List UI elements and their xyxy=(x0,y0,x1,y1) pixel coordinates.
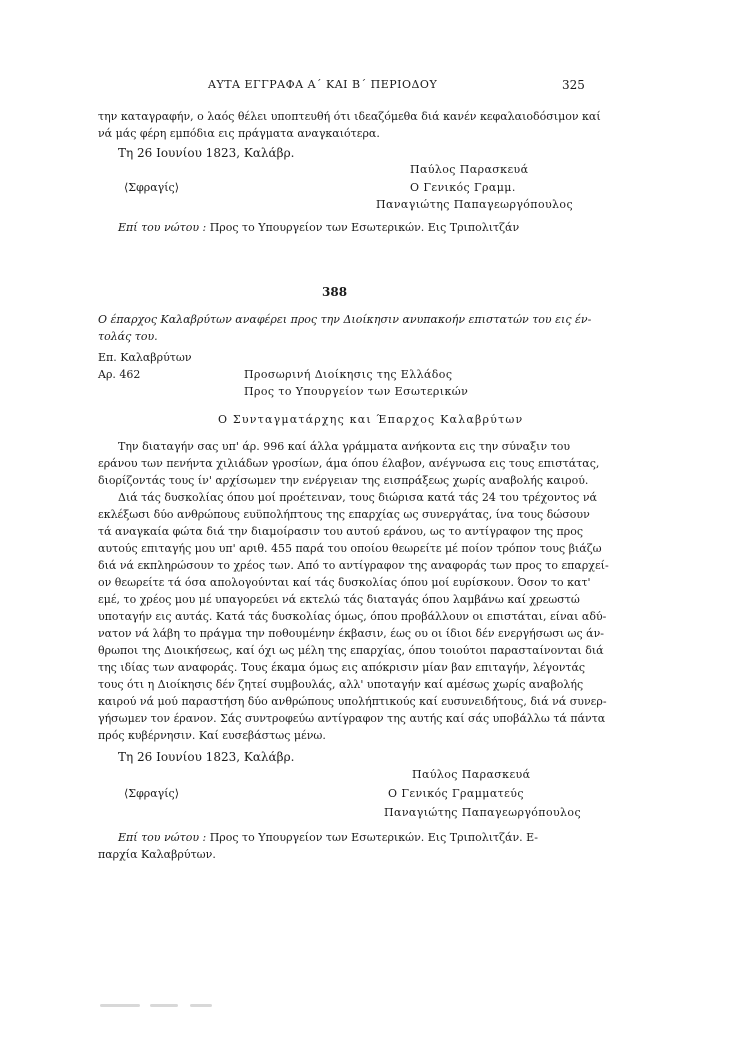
prev-doc-seal: ⟨Σφραγίς⟩ xyxy=(124,181,180,194)
seal-marker: ⟨Σφραγίς⟩ xyxy=(124,787,180,800)
document-summary-line-1: Ο έπαρχος Καλαβρύτων αναφέρει προς την Διοίκησιν ανυπακοήν επιστατών του εις έν- xyxy=(98,313,592,326)
body-line-9: ον θεωρείτε τά όσα απολογούνται καί τάς δυσκολίας όπου μοί ευρίσκουν. Όσον το κατ' xyxy=(98,576,591,589)
secretary-name: Παναγιώτης Παπαγεωργόπουλος xyxy=(384,806,582,819)
prev-doc-verso xyxy=(118,221,519,235)
body-line-8: διά νά εκπληρώσουν το χρέος των. Από το αντίγραφον της αναφοράς των προς το επαρχεί- xyxy=(98,559,609,572)
signer-title: Ο Γενικός Γραμματεύς xyxy=(388,787,524,800)
recipient-line-1: Προσωρινή Διοίκησις της Ελλάδος xyxy=(244,368,453,381)
prev-doc-signer-title: Ο Γενικός Γραμμ. xyxy=(410,181,516,194)
verso-note-line-2: παρχία Καλαβρύτων. xyxy=(98,848,216,861)
body-line-15: τους ότι η Διοίκησις δέν ζητεί συμβουλάς, αλλ' υποταγήν καί αμέσως χωρίς αναβολής xyxy=(98,678,584,691)
document-summary-line-2: τολάς του. xyxy=(98,330,158,343)
reference-office: Επ. Καλαβρύτων xyxy=(98,351,192,364)
scan-smudge-3 xyxy=(190,1004,212,1007)
body-line-17: γήσωμεν τον έρανον. Σάς συντροφεύω αντίγραφον της αυτής καί σάς υποβάλλω τά πάντα xyxy=(98,712,606,725)
signer-name: Παύλος Παρασκευά xyxy=(412,768,531,781)
prev-doc-line-2: νά μάς φέρη εμπόδια εις πράγματα αναγκαιότερα. xyxy=(98,127,380,140)
document-date: Τη 26 Ιουνίου 1823, Καλάβρ. xyxy=(118,750,295,764)
document-number: 388 xyxy=(322,285,348,299)
running-title: ΑΥΤΑ ΕΓΓΡΑΦΑ Α΄ ΚΑΙ Β΄ ΠΕΡΙΟΔΟΥ xyxy=(208,78,438,91)
body-line-18: πρός κυβέρνησιν. Καί ευσεβάστως μένω. xyxy=(98,729,326,742)
verso-note-line-1 xyxy=(118,831,538,845)
prev-doc-date: Τη 26 Ιουνίου 1823, Καλάβρ. xyxy=(118,146,295,160)
sender-title: Ο Συνταγματάρχης και Έπαρχος Καλαβρύτων xyxy=(218,413,524,426)
prev-doc-verso-text: Προς το Υπουργείον των Εσωτερικών. Εις Τριπολιτζάν xyxy=(209,221,520,234)
body-line-16: καιρού νά μού παραστήση δύο ανθρώπους υπολήπτικούς καί ευσυνειδήτους, διά νά συνερ- xyxy=(98,695,607,708)
body-line-2: εράνου των πενήντα χιλιάδων γροσίων, άμα όπου έλαβον, ανέγνωσα εις τους επιστάτας, xyxy=(98,457,600,470)
prev-doc-line-1: την καταγραφήν, ο λαός θέλει υποπτευθή ότι ιδεαζόμεθα διά κανέν κεφαλαιοδόσιμον καί xyxy=(98,110,601,123)
recipient-line-2: Προς το Υπουργείον των Εσωτερικών xyxy=(244,385,469,398)
body-line-12: νατον νά λάβη το πράγμα την ποθουμένην έκβασιν, έως ου οι ίδιοι δέν ενεργήσωσι ως άν- xyxy=(98,627,604,640)
body-line-1: Την διαταγήν σας υπ' άρ. 996 καί άλλα γράμματα ανήκοντα εις την σύναξιν του xyxy=(118,440,571,453)
body-line-3: διορίζοντάς τους ίν' αρχίσωμεν την ενέργειαν της εισπράξεως χωρίς αναβολής καιρού. xyxy=(98,474,589,487)
body-line-5: εκλέξωσι δύο ανθρώπους ευϋπολήπτους της επαρχίας ως συνεργάτας, ίνα τους δώσουν xyxy=(98,508,590,521)
body-line-14: της ιδίας των αναφοράς. Τους έκαμα όμως εις απόκρισιν μίαν βαν επιταγήν, λέγοντάς xyxy=(98,661,586,674)
scan-smudge-1 xyxy=(100,1004,140,1007)
verso-text-1: Προς το Υπουργείον των Εσωτερικών. Εις Τριπολιτζάν. Ε- xyxy=(209,831,538,844)
prev-doc-signer-name: Παύλος Παρασκευά xyxy=(410,163,529,176)
prev-doc-verso-label: Επί του νώτου : xyxy=(118,221,207,234)
reference-number: Αρ. 462 xyxy=(98,368,141,381)
scan-smudge-2 xyxy=(150,1004,178,1007)
body-line-7: αυτούς επιταγής μου υπ' αριθ. 455 παρά του οποίου θεωρείτε μέ ποίον τρόπον τους βιάζω xyxy=(98,542,602,555)
page-number: 325 xyxy=(562,78,585,92)
body-line-11: υποταγήν εις αυτάς. Κατά τάς δυσκολίας όμως, όπου προβάλλουν οι επιστάται, είναι αδύ- xyxy=(98,610,607,623)
prev-doc-secretary: Παναγιώτης Παπαγεωργόπουλος xyxy=(376,198,574,211)
verso-label: Επί του νώτου : xyxy=(118,831,207,844)
body-line-10: εμέ, το χρέος μου μέ υπαγορεύει νά εκτελώ τάς διαταγάς όπου λαμβάνω καί χρεωστώ xyxy=(98,593,580,606)
running-header xyxy=(0,76,744,94)
body-line-6: τά αναγκαία φώτα διά την διαμοίρασιν του αυτού εράνου, ως το αντίγραφον της προς xyxy=(98,525,584,538)
body-line-13: θρωποι της Διοικήσεως, καί όχι ως μέλη της επαρχίας, όπου τοιούτοι παρασταίνονται διά xyxy=(98,644,604,657)
body-line-4: Διά τάς δυσκολίας όπου μοί προέτειναν, τους διώρισα κατά τάς 24 του τρέχοντος νά xyxy=(118,491,597,504)
